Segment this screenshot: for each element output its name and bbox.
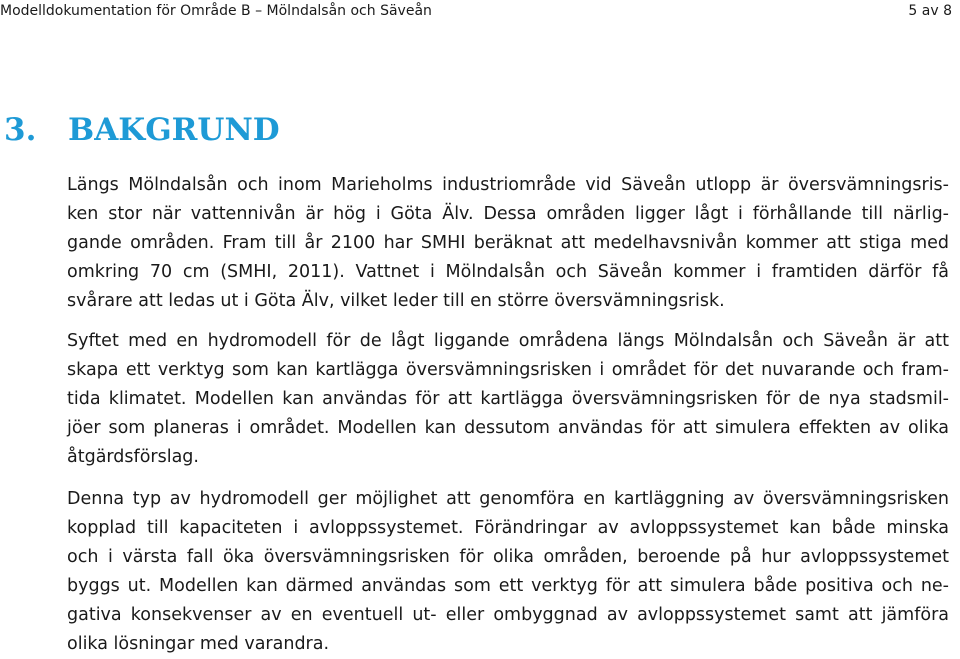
page-header (0, 0, 960, 22)
page-number: 5 av 8 (908, 3, 952, 19)
text-line: tida klimatet. Modellen kan användas för att kartlägga översvämningsrisken för de nya stadsmil- (67, 389, 949, 409)
text-line: Längs Mölndalsån och inom Marieholms industriområde vid Säveån utlopp är översvämningsris- (67, 175, 949, 195)
text-line: och i värsta fall öka översvämningsrisken för olika områden, beroende på hur avloppssystemet (67, 547, 949, 567)
text-line: skapa ett verktyg som kan kartlägga översvämningsrisken i området för det nuvarande och fram- (67, 360, 949, 380)
text-line: Syftet med en hydromodell för de lågt liggande områdena längs Mölndalsån och Säveån är att (67, 331, 949, 351)
paragraph-background (67, 171, 949, 316)
document-title: Modelldokumentation för Område B – Mölndalsån och Säveån (0, 3, 432, 19)
text-line: Denna typ av hydromodell ger möjlighet att genomföra en kartläggning av översvämningsrisken (67, 489, 949, 509)
text-line: omkring 70 cm (SMHI, 2011). Vattnet i Mölndalsån och Säveån kommer i framtiden därför få (67, 262, 949, 282)
text-line: byggs ut. Modellen kan därmed användas som ett verktyg för att simulera både positiva och ne- (67, 576, 949, 596)
section-heading (4, 110, 280, 150)
text-line: ken stor när vattennivån är hög i Göta Älv. Dessa områden ligger lågt i förhållande till närlig- (67, 204, 949, 224)
text-line: olika lösningar med varandra. (67, 634, 330, 654)
text-line: gande områden. Fram till år 2100 har SMHI beräknat att medelhavsnivån kommer att stiga med (67, 233, 949, 253)
text-line: svårare att ledas ut i Göta Älv, vilket leder till en större översvämningsrisk. (67, 291, 725, 311)
text-line: jöer som planeras i området. Modellen kan dessutom användas för att simulera effekten av olika (67, 418, 949, 438)
paragraph-purpose (67, 327, 949, 472)
text-line: gativa konsekvenser av en eventuell ut- eller ombyggnad av avloppssystemet samt att jämföra (67, 605, 949, 625)
section-number: 3. (4, 112, 37, 148)
text-line: åtgärdsförslag. (67, 447, 199, 467)
paragraph-model-type (67, 485, 949, 659)
text-line: kopplad till kapaciteten i avloppssystemet. Förändringar av avloppssystemet kan både minska (67, 518, 949, 538)
section-title: BAKGRUND (68, 112, 280, 148)
